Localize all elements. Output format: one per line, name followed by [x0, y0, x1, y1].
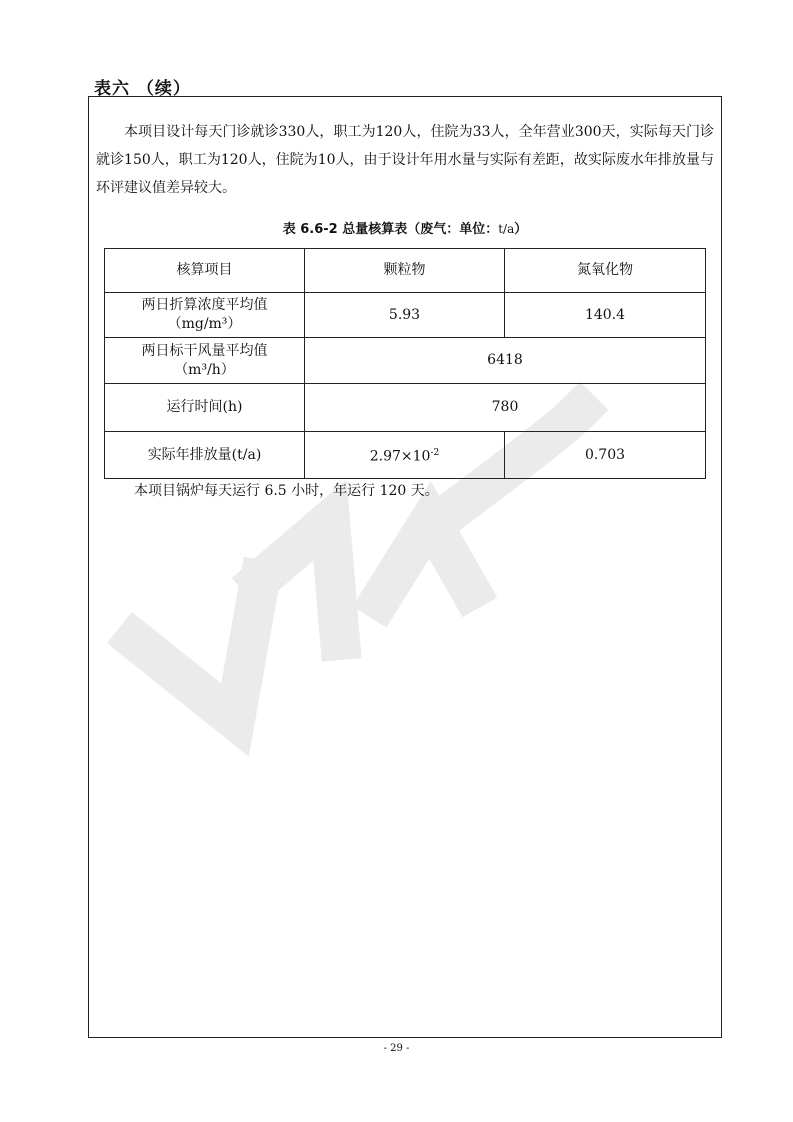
value-base: 2.97×10	[369, 448, 431, 465]
row-label	[105, 293, 305, 338]
content-frame	[88, 96, 722, 1038]
header-particulate: 颗粒物	[305, 249, 505, 293]
row-label: 实际年排放量(t/a)	[105, 432, 305, 479]
cell-airflow: 6418	[305, 338, 706, 384]
cell-particulate	[305, 432, 505, 479]
value-exponent: -2	[430, 447, 440, 458]
row-label-line: 两日标干风量平均值	[141, 342, 268, 359]
table-caption	[88, 218, 722, 237]
cell-nox: 140.4	[505, 293, 706, 338]
body-paragraph: 本项目设计每天门诊就诊330人，职工为120人，住院为33人，全年营业300天，实际每天门诊就诊150人，职工为120人，住院为10人，由于设计年用水量与实际有差距，故实际废水年排放量与环评建议值差异较大。	[96, 124, 714, 196]
cell-particulate: 5.93	[305, 293, 505, 338]
table-row	[105, 384, 706, 432]
page-number: - 29 -	[383, 1043, 410, 1054]
header-item: 核算项目	[105, 249, 305, 293]
table-caption-text: 表 6.6-2 总量核算表（废气：单位：	[282, 222, 499, 237]
row-label-line: 两日折算浓度平均值	[141, 297, 268, 313]
cell-nox: 0.703	[505, 432, 706, 479]
header-nox: 氮氧化物	[505, 249, 706, 293]
summary-table	[104, 248, 706, 479]
table-header-row	[105, 249, 706, 293]
row-label-unit: （m³/h）	[174, 361, 235, 378]
section-title: 表六 （续）	[94, 79, 191, 99]
boiler-note: 本项目锅炉每天运行 6.5 小时，年运行 120 天。	[134, 483, 439, 499]
table-row	[105, 338, 706, 384]
table-row	[105, 293, 706, 338]
table-row	[105, 432, 706, 479]
table-caption-close: ）	[514, 222, 528, 237]
row-label	[105, 338, 305, 384]
row-label: 运行时间(h)	[105, 384, 305, 432]
table-caption-unit: t/a	[498, 222, 515, 236]
row-label-unit: （mg/m³）	[167, 316, 242, 332]
cell-runtime: 780	[305, 384, 706, 432]
